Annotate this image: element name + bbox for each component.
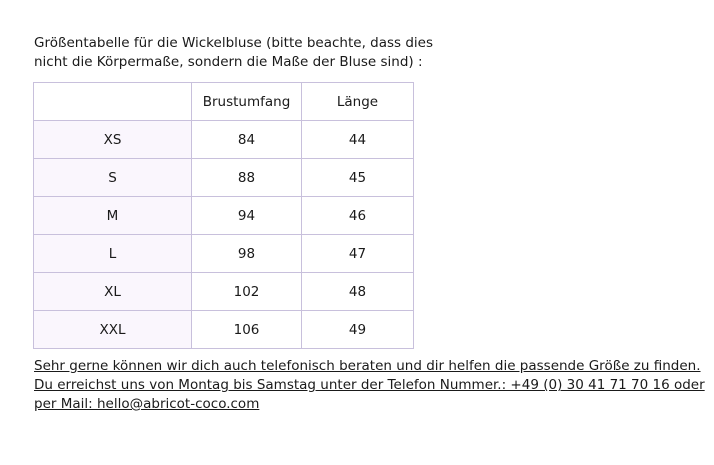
intro-line-2: nicht die Körpermaße, sondern die Maße der Bluse sind) : <box>34 54 423 70</box>
size-cell: S <box>34 159 192 197</box>
header-length: Länge <box>302 83 414 121</box>
table-row <box>34 197 414 235</box>
chest-cell: 102 <box>192 273 302 311</box>
header-chest: Brustumfang <box>192 83 302 121</box>
size-cell: XS <box>34 121 192 159</box>
header-size <box>34 83 192 121</box>
contact-line-2: Du erreichst uns von Montag bis Samstag unter der Telefon Nummer.: +49 (0) 30 41 71 70 16 oder <box>34 377 705 393</box>
chest-cell: 88 <box>192 159 302 197</box>
size-table <box>33 82 414 349</box>
length-cell: 45 <box>302 159 414 197</box>
table-row <box>34 235 414 273</box>
contact-line-1: Sehr gerne können wir dich auch telefonisch beraten und dir helfen die passende Größe zu finden. <box>34 358 701 374</box>
contact-line-3: per Mail: hello@abricot-coco.com <box>34 396 260 412</box>
size-cell: L <box>34 235 192 273</box>
table-row <box>34 311 414 349</box>
length-cell: 44 <box>302 121 414 159</box>
size-cell: XL <box>34 273 192 311</box>
intro-text <box>34 34 434 72</box>
length-cell: 48 <box>302 273 414 311</box>
length-cell: 47 <box>302 235 414 273</box>
intro-line-1: Größentabelle für die Wickelbluse (bitte beachte, dass dies <box>34 35 434 51</box>
length-cell: 49 <box>302 311 414 349</box>
contact-info <box>34 357 705 414</box>
table-row <box>34 121 414 159</box>
length-cell: 46 <box>302 197 414 235</box>
table-row <box>34 273 414 311</box>
size-cell: XXL <box>34 311 192 349</box>
chest-cell: 106 <box>192 311 302 349</box>
chest-cell: 84 <box>192 121 302 159</box>
table-header-row <box>34 83 414 121</box>
chest-cell: 98 <box>192 235 302 273</box>
table-row <box>34 159 414 197</box>
size-cell: M <box>34 197 192 235</box>
chest-cell: 94 <box>192 197 302 235</box>
